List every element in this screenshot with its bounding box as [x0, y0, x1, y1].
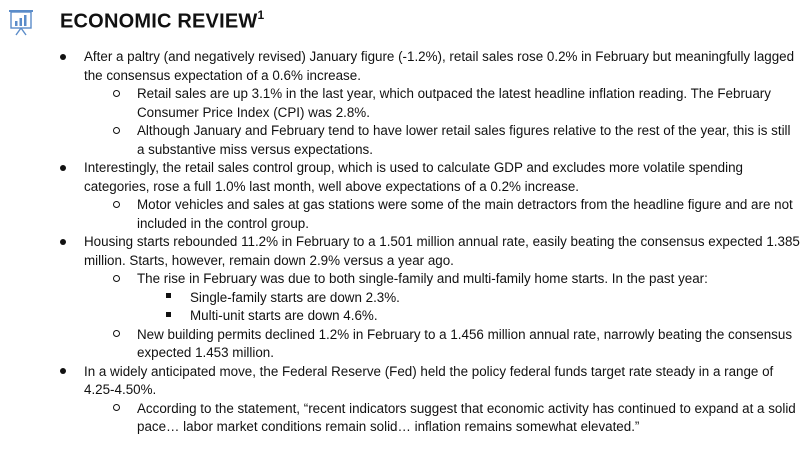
sub-bullet-text: According to the statement, “recent indicators suggest that economic activity has continued to expand at a solid pace… labor market conditions remain solid… inflation remains somewhat elevated.”	[137, 400, 796, 434]
sub-bullet-item	[0, 270, 808, 289]
bullet-text: In a widely anticipated move, the Federal Reserve (Fed) held the policy federal funds target rate steady in a range of 4.25-4.50%.	[84, 363, 774, 397]
sub-bullet-text: Motor vehicles and sales at gas stations were some of the main detractors from the headline figure and are not included in the control group.	[137, 197, 793, 231]
bullet-text: Interestingly, the retail sales control group, which is used to calculate GDP and excludes more volatile spending categories, rose a full 1.0% last month, well above expectations of a 0.2% increase.	[84, 160, 743, 194]
sub-sub-bullet-text: Single-family starts are down 2.3%.	[190, 289, 400, 305]
disc-bullet-icon	[60, 159, 66, 178]
bullet-text: Housing starts rebounded 11.2% in February to a 1.501 million annual rate, easily beating the consensus expected 1.385 million. Starts, however, remain down 2.9% versus a year ago.	[84, 234, 800, 268]
bullet-item	[0, 233, 808, 270]
bullet-item	[0, 159, 808, 196]
sub-bullet-item	[0, 196, 808, 233]
sub-bullet-text: The rise in February was due to both single-family and multi-family home starts. In the past year:	[137, 271, 708, 286]
circle-bullet-icon	[113, 196, 120, 215]
disc-bullet-icon	[60, 233, 66, 252]
bullet-list	[0, 48, 808, 437]
sub-bullet-text: Retail sales are up 3.1% in the last year, which outpaced the latest headline inflation reading. The February Consumer Price Index (CPI) was 2.8%.	[137, 86, 771, 120]
bullet-item	[0, 363, 808, 400]
bullet-item	[0, 48, 808, 85]
sub-bullet-item	[0, 326, 808, 363]
footnote-marker: 1	[257, 8, 265, 22]
circle-bullet-icon	[113, 270, 120, 289]
bar-chart-presentation-icon	[6, 7, 36, 37]
circle-bullet-icon	[113, 122, 120, 141]
disc-bullet-icon	[60, 48, 66, 67]
square-bullet-icon	[166, 289, 171, 308]
square-bullet-icon	[166, 307, 171, 326]
sub-bullet-text: New building permits declined 1.2% in February to a 1.456 million annual rate, narrowly beating the consensus expected 1.453 million.	[137, 326, 793, 360]
disc-bullet-icon	[60, 363, 66, 382]
circle-bullet-icon	[113, 85, 120, 104]
sub-sub-bullet-item	[0, 307, 808, 326]
circle-bullet-icon	[113, 326, 120, 345]
sub-bullet-item	[0, 122, 808, 159]
circle-bullet-icon	[113, 400, 120, 419]
header	[6, 7, 36, 37]
sub-sub-bullet-item	[0, 289, 808, 308]
bullet-text: After a paltry (and negatively revised) January figure (-1.2%), retail sales rose 0.2% in February but meaningfully lagged the consensus expectation of a 0.6% increase.	[84, 49, 795, 83]
sub-sub-bullet-text: Multi-unit starts are down 4.6%.	[190, 308, 378, 323]
sub-bullet-item	[0, 85, 808, 122]
page-title	[60, 9, 264, 34]
sub-bullet-text: Although January and February tend to have lower retail sales figures relative to the rest of the year, this is still a substantive miss versus expectations.	[137, 123, 791, 157]
page-title-text: ECONOMIC REVIEW	[60, 10, 258, 33]
sub-bullet-item	[0, 400, 808, 437]
